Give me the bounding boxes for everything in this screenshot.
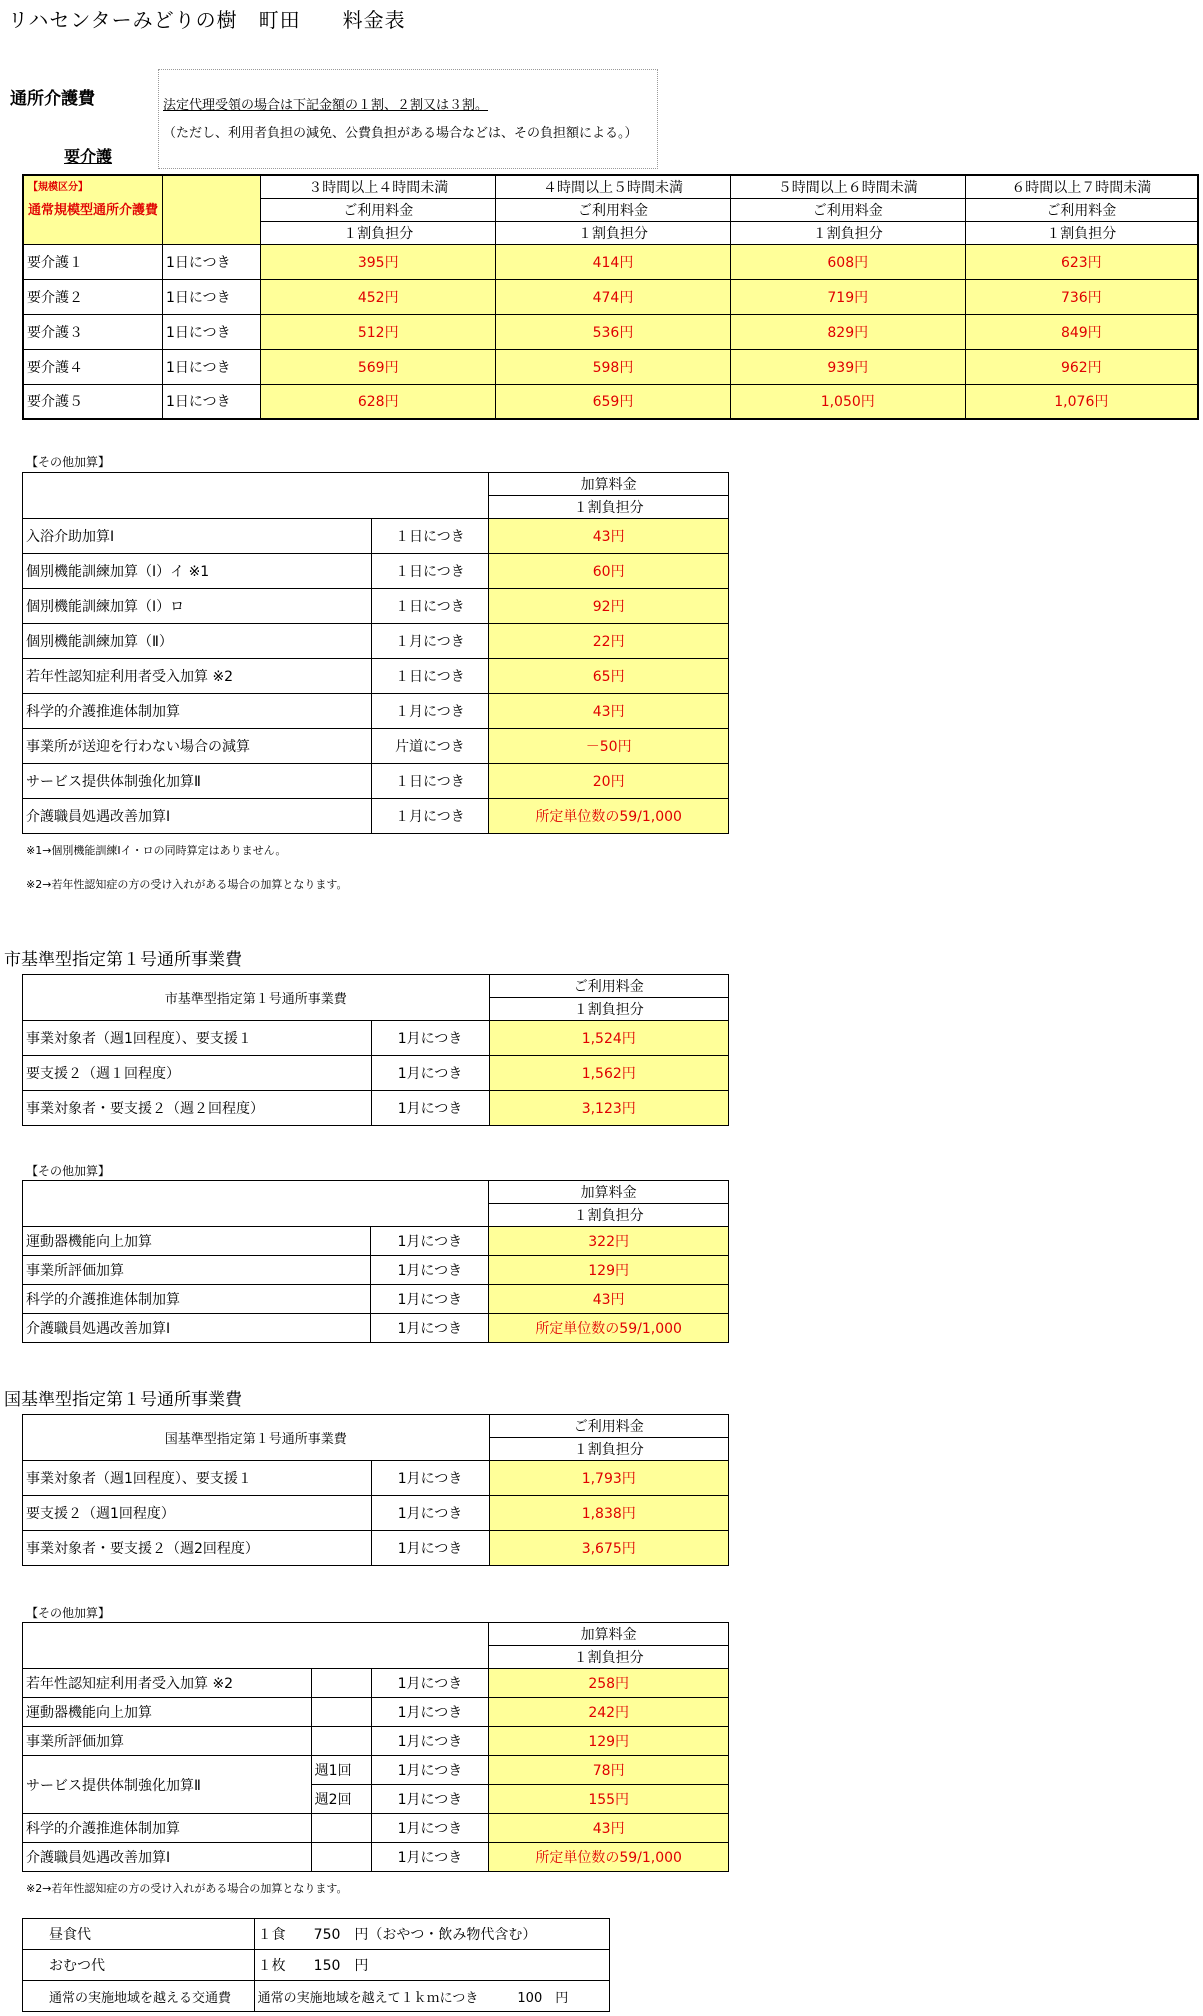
fee-cell: 1,838円 <box>489 1496 729 1531</box>
extras-label-cell: 個別機能訓練加算（Ⅰ）イ ※1 <box>23 554 372 589</box>
fee-cell: 1,524円 <box>489 1021 729 1056</box>
extras-subheader: １割負担分 <box>489 1204 729 1227</box>
row-unit: 1日につき <box>163 279 261 314</box>
extras-label-cell: 事業所が送迎を行わない場合の減算 <box>23 729 372 764</box>
fee-cell: 452円 <box>261 279 496 314</box>
extras-fee: 43円 <box>489 1814 729 1843</box>
fee-cell: 3,675円 <box>489 1531 729 1566</box>
row-unit: 1月につき <box>371 1531 489 1566</box>
row-label: 事業対象者・要支援２（週２回程度） <box>23 1091 372 1126</box>
billing-note-box <box>158 69 658 169</box>
fee-cell: 414円 <box>496 244 731 279</box>
extras-unit: １日につき <box>371 659 489 694</box>
extras-fee: 60円 <box>489 554 729 589</box>
page-title: リハセンターみどりの樹 町田 料金表 <box>8 8 406 32</box>
extras-label: 【その他加算】 <box>26 1164 111 1178</box>
fee-cell: 1,076円 <box>965 384 1198 419</box>
extras-header: 加算料金 <box>489 1181 729 1204</box>
col-header: ４時間以上５時間未満 <box>496 175 731 198</box>
fee-cell: 1,562円 <box>489 1056 729 1091</box>
row-label: 要介護１ <box>23 244 163 279</box>
extras-unit: 片道につき <box>371 729 489 764</box>
extras-unit: 1月につき <box>371 1256 489 1285</box>
extras-label-cell: 若年性認知症利用者受入加算 ※2 <box>23 1669 312 1698</box>
extras-unit: １日につき <box>371 589 489 624</box>
fee-cell: 719円 <box>730 279 965 314</box>
extras-label-cell: 事業所評価加算 <box>23 1256 371 1285</box>
footnote-2: ※2→若年性認知症の方の受け入れがある場合の加算となります。 <box>26 878 348 891</box>
extras-label: 【その他加算】 <box>26 1606 111 1620</box>
fee-cell: 829円 <box>730 314 965 349</box>
footnote-2b: ※2→若年性認知症の方の受け入れがある場合の加算となります。 <box>26 1882 348 1895</box>
extras-label-cell: サービス提供体制強化加算Ⅱ <box>23 1756 312 1814</box>
extras-table-2 <box>22 1180 729 1343</box>
extras-fee: 43円 <box>489 519 729 554</box>
row-label: 事業対象者（週1回程度）、要支援１ <box>23 1461 372 1496</box>
blank-cell <box>311 1698 371 1727</box>
extras-unit: １月につき <box>371 624 489 659</box>
section-heading-day-care: 通所介護費 <box>10 89 95 109</box>
fee-cell: 623円 <box>965 244 1198 279</box>
blank-cell <box>311 1669 371 1698</box>
extras-subheader: １割負担分 <box>489 1646 729 1669</box>
fee-cell: 849円 <box>965 314 1198 349</box>
extras-label-cell: 介護職員処遇改善加算Ⅰ <box>23 1843 312 1872</box>
fee-cell: 1,050円 <box>730 384 965 419</box>
row-unit: 1月につき <box>371 1021 489 1056</box>
blank-cell <box>311 1727 371 1756</box>
extras-label-cell: 科学的介護推進体制加算 <box>23 1814 312 1843</box>
fee-header: ご利用料金 <box>489 1415 729 1438</box>
extras-unit: 1月につき <box>371 1227 489 1256</box>
extras-unit: 1月につき <box>371 1698 489 1727</box>
col-header: ６時間以上７時間未満 <box>965 175 1198 198</box>
extras-unit: 1月につき <box>371 1314 489 1343</box>
corner-cell <box>23 175 163 244</box>
fee-cell: 608円 <box>730 244 965 279</box>
misc-fee-table <box>22 1918 610 2012</box>
extras-fee: 65円 <box>489 659 729 694</box>
table-title-cell: 国基準型指定第１号通所事業費 <box>23 1415 490 1461</box>
extras-unit: 1月につき <box>371 1756 489 1785</box>
row-label: 要介護５ <box>23 384 163 419</box>
footnote-1: ※1→個別機能訓練Ⅰイ・ロの同時算定はありません。 <box>26 844 287 857</box>
extras-fee: －50円 <box>489 729 729 764</box>
fee-cell: 628円 <box>261 384 496 419</box>
row-label: 要介護４ <box>23 349 163 384</box>
section-heading-city-standard: 市基準型指定第１号通所事業費 <box>4 950 242 970</box>
extras-fee: 所定単位数の59/1,000 <box>489 1843 729 1872</box>
extras-label-cell: 介護職員処遇改善加算Ⅰ <box>23 799 372 834</box>
row-label: 要介護２ <box>23 279 163 314</box>
corner-small-label: 【規模区分】 <box>28 182 88 193</box>
extras-fee: 258円 <box>489 1669 729 1698</box>
blank-header <box>23 1623 489 1669</box>
extras-fee: 322円 <box>489 1227 729 1256</box>
frequency-cell: 週2回 <box>311 1785 371 1814</box>
misc-label: 通常の実施地域を越える交通費 <box>23 1981 255 2012</box>
extras-fee: 43円 <box>489 694 729 729</box>
misc-desc: 通常の実施地域を越えて１ｋｍにつき 100 円 <box>254 1981 609 2012</box>
extras-unit: 1月につき <box>371 1727 489 1756</box>
misc-desc: １食 750 円（おやつ・飲み物代含む） <box>254 1919 609 1950</box>
blank-header <box>23 473 489 519</box>
extras-unit: １日につき <box>371 554 489 589</box>
row-unit: 1月につき <box>371 1056 489 1091</box>
extras-unit: １日につき <box>371 764 489 799</box>
extras-label-cell: 個別機能訓練加算（Ⅰ）ロ <box>23 589 372 624</box>
extras-fee: 22円 <box>489 624 729 659</box>
extras-unit: 1月につき <box>371 1785 489 1814</box>
fee-cell: 1,793円 <box>489 1461 729 1496</box>
fee-cell: 569円 <box>261 349 496 384</box>
extras-label-cell: 若年性認知症利用者受入加算 ※2 <box>23 659 372 694</box>
misc-label: 昼食代 <box>23 1919 255 1950</box>
extras-label-cell: 個別機能訓練加算（Ⅱ） <box>23 624 372 659</box>
corner-blank <box>163 175 261 244</box>
extras-subheader: １割負担分 <box>489 496 729 519</box>
blank-header <box>23 1181 489 1227</box>
extras-label-cell: 介護職員処遇改善加算Ⅰ <box>23 1314 371 1343</box>
row-label: 要介護３ <box>23 314 163 349</box>
extras-table-1 <box>22 472 729 834</box>
extras-unit: 1月につき <box>371 1814 489 1843</box>
fee-cell: 536円 <box>496 314 731 349</box>
extras-unit: 1月につき <box>371 1285 489 1314</box>
row-unit: 1月につき <box>371 1496 489 1531</box>
fee-cell: 736円 <box>965 279 1198 314</box>
fee-cell: 598円 <box>496 349 731 384</box>
fee-cell: 474円 <box>496 279 731 314</box>
fee-cell: 659円 <box>496 384 731 419</box>
extras-label-cell: 運動器機能向上加算 <box>23 1227 371 1256</box>
fee-subheader: １割負担分 <box>489 998 729 1021</box>
extras-fee: 20円 <box>489 764 729 799</box>
row-unit: 1月につき <box>371 1091 489 1126</box>
fee-cell: 512円 <box>261 314 496 349</box>
extras-label: 【その他加算】 <box>26 455 111 469</box>
extras-fee: 78円 <box>489 1756 729 1785</box>
extras-label-cell: 運動器機能向上加算 <box>23 1698 312 1727</box>
frequency-cell: 週1回 <box>311 1756 371 1785</box>
extras-unit: １月につき <box>371 799 489 834</box>
row-unit: 1日につき <box>163 349 261 384</box>
sub-header: ご利用料金 <box>261 198 496 221</box>
sub-header: ご利用料金 <box>730 198 965 221</box>
sub-header: １割負担分 <box>965 221 1198 244</box>
extras-fee: 129円 <box>489 1256 729 1285</box>
extras-fee: 129円 <box>489 1727 729 1756</box>
section-heading-national-standard: 国基準型指定第１号通所事業費 <box>4 1390 242 1410</box>
sub-header: １割負担分 <box>261 221 496 244</box>
sub-header: １割負担分 <box>730 221 965 244</box>
fee-header: ご利用料金 <box>489 975 729 998</box>
corner-main-label: 通常規模型通所介護費 <box>28 203 159 218</box>
extras-fee: 155円 <box>489 1785 729 1814</box>
extras-unit: １日につき <box>371 519 489 554</box>
fee-subheader: １割負担分 <box>489 1438 729 1461</box>
extras-label-cell: サービス提供体制強化加算Ⅱ <box>23 764 372 799</box>
row-label: 事業対象者・要支援２（週2回程度） <box>23 1531 372 1566</box>
extras-label-cell: 入浴介助加算Ⅰ <box>23 519 372 554</box>
extras-label-cell: 科学的介護推進体制加算 <box>23 1285 371 1314</box>
row-label: 要支援２（週1回程度） <box>23 1496 372 1531</box>
extras-label-cell: 事業所評価加算 <box>23 1727 312 1756</box>
extras-table-3 <box>22 1622 729 1872</box>
city-standard-table <box>22 974 729 1126</box>
fee-cell: 939円 <box>730 349 965 384</box>
sub-header: ご利用料金 <box>965 198 1198 221</box>
extras-label-cell: 科学的介護推進体制加算 <box>23 694 372 729</box>
extras-unit: １月につき <box>371 694 489 729</box>
sub-header: ご利用料金 <box>496 198 731 221</box>
extras-fee: 43円 <box>489 1285 729 1314</box>
misc-label: おむつ代 <box>23 1950 255 1981</box>
extras-fee: 所定単位数の59/1,000 <box>489 799 729 834</box>
table-title-cell: 市基準型指定第１号通所事業費 <box>23 975 490 1021</box>
row-unit: 1日につき <box>163 244 261 279</box>
fee-cell: 3,123円 <box>489 1091 729 1126</box>
extras-fee: 242円 <box>489 1698 729 1727</box>
row-label: 要支援２（週１回程度） <box>23 1056 372 1091</box>
extras-header: 加算料金 <box>489 473 729 496</box>
row-unit: 1月につき <box>371 1461 489 1496</box>
note-line-2: （ただし、利用者負担の減免、公費負担がある場合などは、その負担額による。） <box>163 126 638 141</box>
col-header: ５時間以上６時間未満 <box>730 175 965 198</box>
extras-header: 加算料金 <box>489 1623 729 1646</box>
extras-unit: 1月につき <box>371 1669 489 1698</box>
extras-unit: 1月につき <box>371 1843 489 1872</box>
national-standard-table <box>22 1414 729 1566</box>
row-unit: 1日につき <box>163 384 261 419</box>
fee-cell: 395円 <box>261 244 496 279</box>
extras-fee: 92円 <box>489 589 729 624</box>
subheading-care-level: 要介護 <box>64 147 113 166</box>
blank-cell <box>311 1814 371 1843</box>
sub-header: １割負担分 <box>496 221 731 244</box>
blank-cell <box>311 1843 371 1872</box>
fee-cell: 962円 <box>965 349 1198 384</box>
row-label: 事業対象者（週1回程度）、要支援１ <box>23 1021 372 1056</box>
extras-fee: 所定単位数の59/1,000 <box>489 1314 729 1343</box>
misc-desc: １枚 150 円 <box>254 1950 609 1981</box>
note-line-1: 法定代理受領の場合は下記金額の１割、２割又は３割。 <box>163 98 489 113</box>
row-unit: 1日につき <box>163 314 261 349</box>
col-header: ３時間以上４時間未満 <box>261 175 496 198</box>
care-fee-table <box>22 174 1199 420</box>
